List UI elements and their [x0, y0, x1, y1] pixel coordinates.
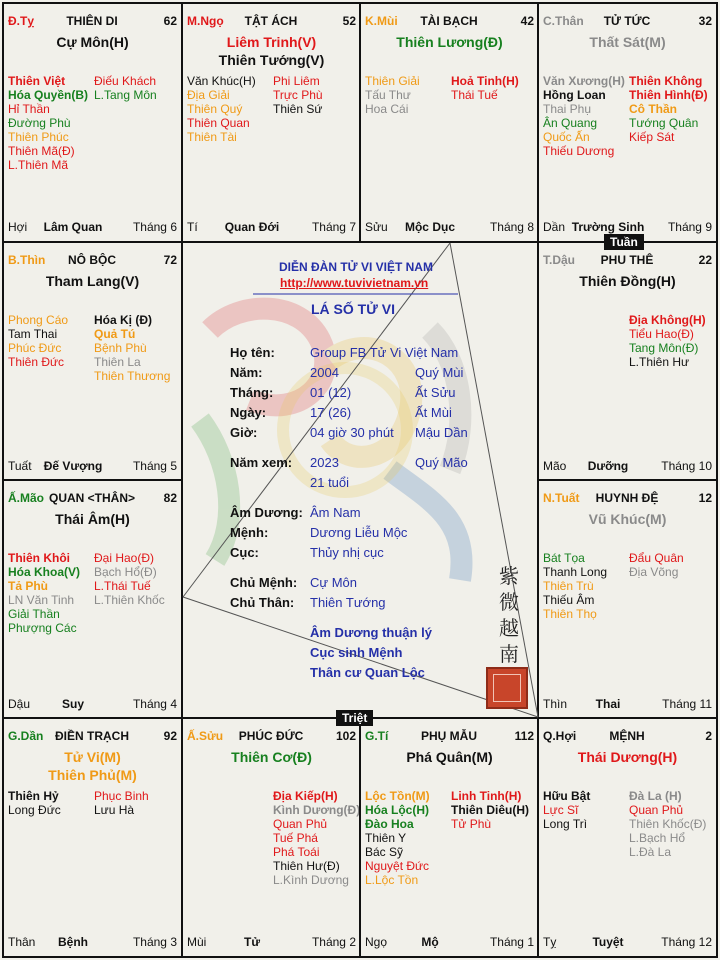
- forum-url[interactable]: http://www.tuvivietnam.vn: [280, 276, 429, 290]
- palace-can-chi: N.Tuất: [543, 491, 580, 505]
- forum-name: DIỄN ĐÀN TỬ VI VIỆT NAM: [279, 260, 433, 274]
- palace-can-chi: Ấ.Sửu: [187, 729, 224, 743]
- minor-star: Quan Phủ: [273, 817, 328, 831]
- major-star: Thái Âm(H): [55, 511, 130, 527]
- major-star: Tử Vi(M): [64, 749, 121, 765]
- minor-star: Thiên Hư(Đ): [273, 859, 340, 873]
- minor-star: Lộc Tồn(M): [365, 789, 430, 803]
- palace-age-number: 52: [342, 14, 356, 28]
- minor-star: Kình Dương(Đ): [273, 803, 360, 817]
- minor-star: Thiên Sứ: [273, 102, 323, 116]
- minor-star: L.Đà La: [629, 845, 672, 859]
- palace-name: TÀI BẠCH: [420, 14, 478, 28]
- chu-than-value: Thiên Tướng: [310, 595, 386, 610]
- palace-earthly-branch: Thìn: [543, 697, 568, 711]
- palace-name: PHỤ MẪU: [421, 729, 477, 743]
- palace-age-number: 82: [163, 491, 177, 505]
- minor-star: Thiên Phúc: [8, 130, 69, 144]
- palace-name: TẬT ÁCH: [244, 14, 298, 28]
- palace-earthly-branch: Tỵ: [543, 935, 557, 949]
- palace-age-number: 22: [698, 253, 712, 267]
- minor-star: Trực Phù: [273, 88, 323, 102]
- palace-name: PHÚC ĐỨC: [238, 729, 304, 743]
- palace-month: Tháng 9: [667, 220, 712, 234]
- palace-can-chi: C.Thân: [543, 14, 584, 28]
- palace-life-stage: Mộc Dục: [404, 220, 455, 234]
- minor-star: Phi Liêm: [273, 74, 320, 88]
- minor-star: Thiên La: [94, 355, 141, 369]
- red-seal-stamp: [486, 667, 528, 709]
- palace-name: NÔ BỘC: [68, 253, 116, 267]
- minor-star: Bát Tọa: [543, 551, 585, 565]
- major-star: Thất Sát(M): [589, 34, 666, 50]
- minor-star: Phá Toái: [273, 845, 320, 859]
- palace-name: MỆNH: [609, 729, 645, 743]
- major-star: Tham Lang(V): [45, 273, 140, 289]
- palace-age-number: 32: [698, 14, 712, 28]
- minor-star: Linh Tinh(H): [451, 789, 522, 803]
- palace-month: Tháng 10: [661, 459, 712, 473]
- major-star: Thiên Cơ(Đ): [231, 749, 312, 765]
- palace-name: HUYNH ĐỆ: [595, 491, 659, 505]
- palace-name: THIÊN DI: [66, 14, 118, 28]
- palace-earthly-branch: Thân: [8, 935, 36, 949]
- minor-star: Hóa Lộc(H): [365, 803, 429, 817]
- minor-star: Thiên Mã(Đ): [8, 144, 75, 158]
- minor-star: Kiếp Sát: [629, 130, 675, 144]
- major-star: Thiên Đồng(H): [579, 273, 676, 289]
- minor-star: Tuế Phá: [273, 831, 318, 845]
- minor-star: Hoa Cái: [365, 102, 409, 116]
- palace-month: Tháng 12: [661, 935, 712, 949]
- cuc-value: Thủy nhị cục: [310, 545, 384, 560]
- minor-star: Thiên Không: [629, 74, 703, 88]
- note-am-duong: Âm Dương thuận lý: [310, 625, 432, 640]
- am-duong-label: Âm Dương:: [230, 505, 303, 520]
- seal-calligraphy: 紫 微 越 南: [499, 564, 519, 666]
- palace-month: Tháng 3: [132, 935, 177, 949]
- gio-can-chi: Mậu Dần: [415, 425, 468, 440]
- menh-label: Mệnh:: [230, 525, 269, 540]
- minor-star: Bác Sỹ: [365, 845, 404, 859]
- minor-star: Quả Tú: [94, 327, 136, 341]
- minor-star: Lực Sĩ: [543, 803, 579, 817]
- ho-ten-label: Họ tên:: [230, 345, 275, 360]
- minor-star: Thiên Trù: [543, 579, 594, 593]
- minor-star: Giải Thần: [8, 607, 60, 621]
- minor-star: Hữu Bật: [543, 789, 591, 803]
- minor-star: L.Thái Tuế: [94, 579, 151, 593]
- palace-life-stage: Thai: [595, 697, 621, 711]
- nam-label: Năm:: [230, 365, 263, 380]
- minor-star: Tướng Quân: [629, 116, 699, 130]
- am-duong-value: Âm Nam: [310, 505, 361, 520]
- palace-name: ĐIỀN TRẠCH: [55, 729, 129, 743]
- ngay-can-chi: Ất Mùi: [415, 405, 452, 420]
- minor-star: L.Thiên Hư: [629, 355, 690, 369]
- palace-name: PHU THÊ: [600, 253, 654, 267]
- minor-star: Ân Quang: [543, 116, 598, 130]
- minor-star: Tiểu Hao(Đ): [629, 327, 694, 341]
- palace-life-stage: Tuyệt: [592, 935, 624, 949]
- minor-star: Hóa Khoa(V): [8, 565, 80, 579]
- minor-star: Văn Xương(H): [543, 74, 625, 88]
- minor-star: Tấu Thư: [365, 88, 411, 102]
- minor-star: Hỉ Thần: [8, 102, 50, 116]
- minor-star: Địa Võng: [629, 565, 679, 579]
- palace-earthly-branch: Mão: [543, 459, 567, 473]
- minor-star: Hóa Quyền(B): [8, 88, 89, 102]
- minor-star: Quan Phủ: [629, 803, 684, 817]
- minor-star: Thiên Hỷ: [8, 789, 59, 803]
- nam-xem-label: Năm xem:: [230, 455, 293, 470]
- minor-star: L.Lộc Tồn: [365, 873, 419, 887]
- minor-star: L.Kình Dương: [273, 873, 349, 887]
- minor-star: Nguyệt Đức: [365, 859, 430, 873]
- palace-age-number: 92: [163, 729, 177, 743]
- palace-age-number: 112: [514, 729, 534, 743]
- tuoi-value: 21 tuổi: [310, 475, 350, 490]
- major-star: Thiên Lương(Đ): [396, 34, 503, 50]
- gio-value: 04 giờ 30 phút: [310, 425, 394, 440]
- minor-star: Cô Thần: [629, 102, 677, 116]
- major-star: Cự Môn(H): [56, 34, 129, 50]
- palace-age-number: 42: [520, 14, 534, 28]
- palace-can-chi: G.Dần: [8, 729, 44, 743]
- minor-star: Thiên Quý: [187, 102, 243, 116]
- minor-star: Địa Không(H): [629, 313, 706, 327]
- palace-can-chi: Q.Hợi: [543, 729, 577, 743]
- minor-star: Bạch Hổ(Đ): [94, 565, 157, 579]
- note-than-cu: Thân cư Quan Lộc: [310, 665, 425, 680]
- minor-star: Thiên Giải: [365, 74, 420, 88]
- ngay-label: Ngày:: [230, 405, 267, 420]
- palace-life-stage: Suy: [61, 697, 84, 711]
- minor-star: Điếu Khách: [94, 74, 157, 88]
- minor-star: L.Tang Môn: [94, 88, 157, 102]
- palace-earthly-branch: Sửu: [365, 220, 388, 234]
- minor-star: Địa Kiếp(H): [273, 789, 338, 803]
- minor-star: Thiếu Dương: [543, 144, 615, 158]
- palace-can-chi: Ấ.Mão: [8, 491, 44, 505]
- palace-life-stage: Tử: [243, 935, 261, 949]
- palace-life-stage: Quan Đới: [224, 220, 280, 234]
- palace-age-number: 72: [163, 253, 177, 267]
- minor-star: Đẩu Quân: [629, 551, 684, 565]
- nam-value: 2004: [310, 365, 339, 380]
- chu-menh-label: Chủ Mệnh:: [230, 575, 298, 590]
- minor-star: Thiên Khốc(Đ): [629, 817, 707, 831]
- palace-earthly-branch: Tuất: [8, 459, 32, 473]
- minor-star: L.Thiên Mã: [8, 158, 69, 172]
- tam-hop-line: [183, 243, 450, 597]
- triet-badge: Triệt: [336, 710, 373, 726]
- palace-month: Tháng 6: [132, 220, 177, 234]
- palace-month: Tháng 11: [662, 697, 712, 711]
- minor-star: Thiên Diêu(H): [451, 803, 529, 817]
- minor-star: Lưu Hà: [94, 803, 135, 817]
- major-star: Thiên Phủ(M): [48, 767, 137, 783]
- palace-life-stage: Mộ: [421, 935, 439, 949]
- palace-can-chi: M.Ngọ: [187, 14, 224, 28]
- palace-age-number: 102: [335, 729, 356, 743]
- minor-star: Thái Tuế: [451, 88, 498, 102]
- palace-month: Tháng 2: [311, 935, 356, 949]
- thang-label: Tháng:: [230, 385, 274, 400]
- palace-month: Tháng 8: [489, 220, 534, 234]
- palace-life-stage: Dưỡng: [587, 459, 629, 473]
- minor-star: Phúc Đức: [8, 341, 62, 355]
- minor-star: Đào Hoa: [365, 817, 414, 831]
- cuc-label: Cục:: [230, 545, 259, 560]
- minor-star: LN Văn Tinh: [8, 593, 75, 607]
- minor-star: Tam Thai: [8, 327, 58, 341]
- minor-star: Thiên Tài: [187, 130, 237, 144]
- palace-earthly-branch: Hợi: [8, 220, 28, 234]
- palace-month: Tháng 1: [489, 935, 534, 949]
- minor-star: Tử Phù: [451, 817, 492, 831]
- thang-can-chi: Ất Sửu: [415, 385, 456, 400]
- minor-star: Hồng Loan: [543, 88, 606, 102]
- minor-star: Tang Môn(Đ): [629, 341, 699, 355]
- minor-star: L.Thiên Khốc: [94, 593, 165, 607]
- palace-earthly-branch: Dần: [543, 220, 566, 234]
- minor-star: Thiên Quan: [187, 116, 250, 130]
- palace-life-stage: Trường Sinh: [571, 220, 645, 234]
- minor-star: Văn Khúc(H): [187, 74, 256, 88]
- palace-can-chi: G.Tí: [365, 729, 389, 743]
- nam-xem-can-chi: Quý Mão: [415, 455, 468, 470]
- menh-value: Dương Liễu Mộc: [310, 525, 408, 540]
- minor-star: Thiên Y: [365, 831, 407, 845]
- minor-star: Quốc Ấn: [543, 130, 590, 144]
- palace-life-stage: Đế Vượng: [43, 459, 103, 473]
- minor-star: Địa Giải: [187, 88, 230, 102]
- palace-earthly-branch: Tí: [187, 220, 198, 234]
- palace-earthly-branch: Dậu: [8, 697, 31, 711]
- palace-can-chi: B.Thìn: [8, 253, 46, 267]
- major-star: Vũ Khúc(M): [588, 511, 667, 527]
- palace-earthly-branch: Mùi: [187, 935, 207, 949]
- minor-star: Hóa Kị (Đ): [94, 313, 152, 327]
- nam-can-chi: Quý Mùi: [415, 365, 464, 380]
- chu-than-label: Chủ Thân:: [230, 595, 295, 610]
- ngay-value: 17 (26): [310, 405, 352, 420]
- palace-can-chi: Đ.Tỵ: [8, 14, 35, 28]
- thang-value: 01 (12): [310, 385, 352, 400]
- palace-life-stage: Lâm Quan: [43, 220, 103, 234]
- palace-age-number: 12: [698, 491, 712, 505]
- ho-ten-value: Group FB Tử Vi Việt Nam: [310, 345, 459, 360]
- gio-label: Giờ:: [230, 425, 258, 440]
- minor-star: Phục Binh: [94, 789, 149, 803]
- palace-name: TỬ TỨC: [603, 14, 651, 28]
- minor-star: Thanh Long: [543, 565, 608, 579]
- note-cuc-menh: Cục sinh Mệnh: [310, 645, 403, 660]
- minor-star: L.Bạch Hổ: [629, 831, 686, 845]
- minor-star: Thiên Thương: [94, 369, 171, 383]
- palace-can-chi: K.Mùi: [365, 14, 398, 28]
- palace-month: Tháng 4: [132, 697, 177, 711]
- minor-star: Đường Phù: [8, 116, 71, 130]
- minor-star: Thai Phụ: [543, 102, 592, 116]
- palace-age-number: 2: [705, 729, 712, 743]
- major-star: Thái Dương(H): [577, 749, 678, 765]
- minor-star: Thiên Hình(Đ): [629, 88, 708, 102]
- chart-title: LÁ SỐ TỬ VI: [311, 301, 395, 317]
- minor-star: Phượng Các: [8, 621, 77, 635]
- minor-star: Long Đức: [8, 803, 61, 817]
- chu-menh-value: Cự Môn: [310, 575, 357, 590]
- palace-month: Tháng 7: [311, 220, 356, 234]
- minor-star: Bệnh Phù: [94, 341, 147, 355]
- tuan-badge: Tuần: [604, 234, 644, 250]
- palace-age-number: 62: [163, 14, 177, 28]
- minor-star: Long Trì: [543, 817, 588, 831]
- tam-hop-line: [450, 243, 538, 717]
- palace-name: QUAN <THÂN>: [48, 491, 135, 505]
- minor-star: Thiên Việt: [8, 74, 66, 88]
- major-star: Phá Quân(M): [406, 749, 493, 765]
- minor-star: Hoả Tinh(H): [451, 74, 519, 88]
- nam-xem-value: 2023: [310, 455, 339, 470]
- palace-life-stage: Bệnh: [58, 935, 88, 949]
- palace-month: Tháng 5: [132, 459, 177, 473]
- minor-star: Thiên Khôi: [8, 551, 70, 565]
- minor-star: Thiên Đức: [8, 355, 65, 369]
- major-star: Thiên Tướng(V): [218, 52, 325, 68]
- minor-star: Tả Phù: [8, 579, 49, 593]
- minor-star: Đại Hao(Đ): [94, 551, 155, 565]
- palace-can-chi: T.Dậu: [543, 253, 576, 267]
- minor-star: Thiên Thọ: [543, 607, 597, 621]
- minor-star: Đà La (H): [629, 789, 682, 803]
- palace-earthly-branch: Ngọ: [365, 935, 388, 949]
- major-star: Liêm Trinh(V): [226, 34, 317, 50]
- minor-star: Thiếu Âm: [543, 593, 595, 607]
- minor-star: Phong Cáo: [8, 313, 69, 327]
